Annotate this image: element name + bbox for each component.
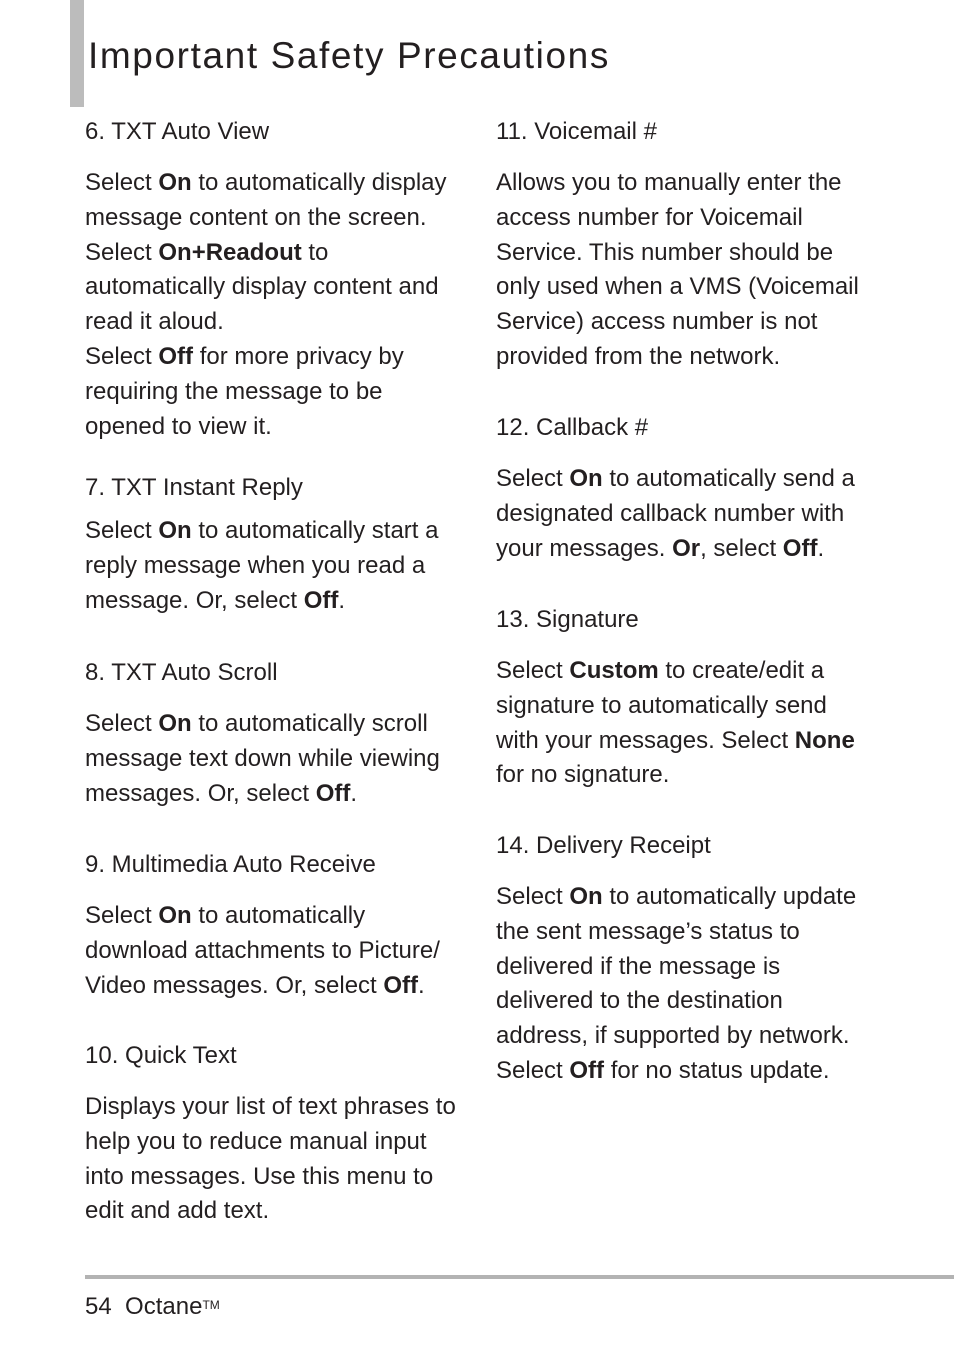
- section-body: [85, 166, 465, 444]
- footer-divider: [85, 1275, 954, 1279]
- section-signature: [496, 603, 871, 793]
- paragraph: Select On+Readout to automatically display content and read it aloud.: [85, 238, 439, 336]
- section-body: [496, 166, 871, 375]
- option-on: On: [158, 517, 192, 544]
- section-heading: 8. TXT Auto Scroll: [85, 659, 278, 686]
- section-heading: 13. Signature: [496, 606, 639, 633]
- option-on: On: [158, 710, 192, 737]
- section-delivery-receipt: [496, 829, 871, 1089]
- option-or: Or: [672, 534, 701, 562]
- option-on: On: [569, 465, 603, 492]
- option-on: On: [158, 169, 192, 196]
- paragraph: Select On to automatically send a designated callback number with your messages. Or, select Off.: [496, 465, 855, 562]
- section-heading: 10. Quick Text: [85, 1042, 237, 1069]
- option-off: Off: [158, 342, 194, 370]
- option-on: On: [569, 883, 603, 910]
- section-body: [85, 899, 465, 1003]
- section-quick-text: [85, 1039, 465, 1229]
- section-multimedia-auto-receive: [85, 848, 465, 1003]
- paragraph: Displays your list of text phrases to help you to reduce manual input into messages. Use this menu to edit and add text.: [85, 1093, 456, 1225]
- paragraph: Select On to automatically scroll message text down while viewing messages. Or, select Off.: [85, 710, 440, 807]
- section-txt-auto-scroll: [85, 656, 465, 811]
- section-heading: 11. Voicemail #: [496, 118, 657, 145]
- option-none: None: [794, 726, 855, 754]
- paragraph: Select On to automatically display message content on the screen.: [85, 169, 447, 231]
- section-body: [496, 880, 871, 1089]
- option-on: On: [158, 902, 192, 929]
- title-accent-bar: [70, 0, 84, 107]
- section-body: [496, 654, 871, 793]
- option-off: Off: [303, 586, 339, 614]
- option-off: Off: [782, 534, 818, 562]
- product-name: Octane: [125, 1293, 203, 1320]
- section-callback: [496, 411, 871, 566]
- paragraph: Select Custom to create/edit a signature to automatically send with your messages. Select None for no signature.: [496, 657, 855, 789]
- section-heading: 6. TXT Auto View: [85, 118, 270, 145]
- section-heading: 9. Multimedia Auto Receive: [85, 851, 376, 878]
- paragraph: Select Off for no status update.: [496, 1056, 830, 1084]
- paragraph: Select Off for more privacy by requiring the message to be opened to view it.: [85, 342, 404, 440]
- section-txt-auto-view: [85, 115, 465, 444]
- paragraph: Select On to automatically start a reply message when you read a message. Or, select Off.: [85, 517, 439, 614]
- section-body: [496, 462, 871, 566]
- page-title: Important Safety Precautions: [88, 35, 610, 76]
- option-off: Off: [315, 779, 351, 807]
- section-heading: 14. Delivery Receipt: [496, 832, 711, 859]
- section-body: [85, 514, 465, 618]
- page-number: 54: [85, 1293, 112, 1320]
- paragraph: Allows you to manually enter the access number for Voicemail Service. This number should be only used when a VMS (Voicemail Service) access number is not provided from the network.: [496, 169, 859, 370]
- section-body: [85, 1090, 465, 1229]
- section-body: [85, 707, 465, 811]
- paragraph: Select On to automatically update the sent message’s status to delivered if the message is delivered to the destination address, if supported by network.: [496, 883, 857, 1050]
- paragraph: Select On to automatically download attachments to Picture/ Video messages. Or, select Off.: [85, 902, 440, 999]
- option-off: Off: [569, 1056, 605, 1084]
- section-txt-instant-reply: [85, 471, 465, 618]
- option-custom: Custom: [569, 657, 659, 684]
- option-off: Off: [383, 971, 419, 999]
- option-on-readout: On+Readout: [158, 238, 302, 266]
- page-footer: [85, 1290, 220, 1324]
- section-heading: 12. Callback #: [496, 414, 649, 441]
- section-voicemail: [496, 115, 871, 375]
- section-heading: 7. TXT Instant Reply: [85, 474, 303, 501]
- trademark-mark: TM: [202, 1298, 220, 1312]
